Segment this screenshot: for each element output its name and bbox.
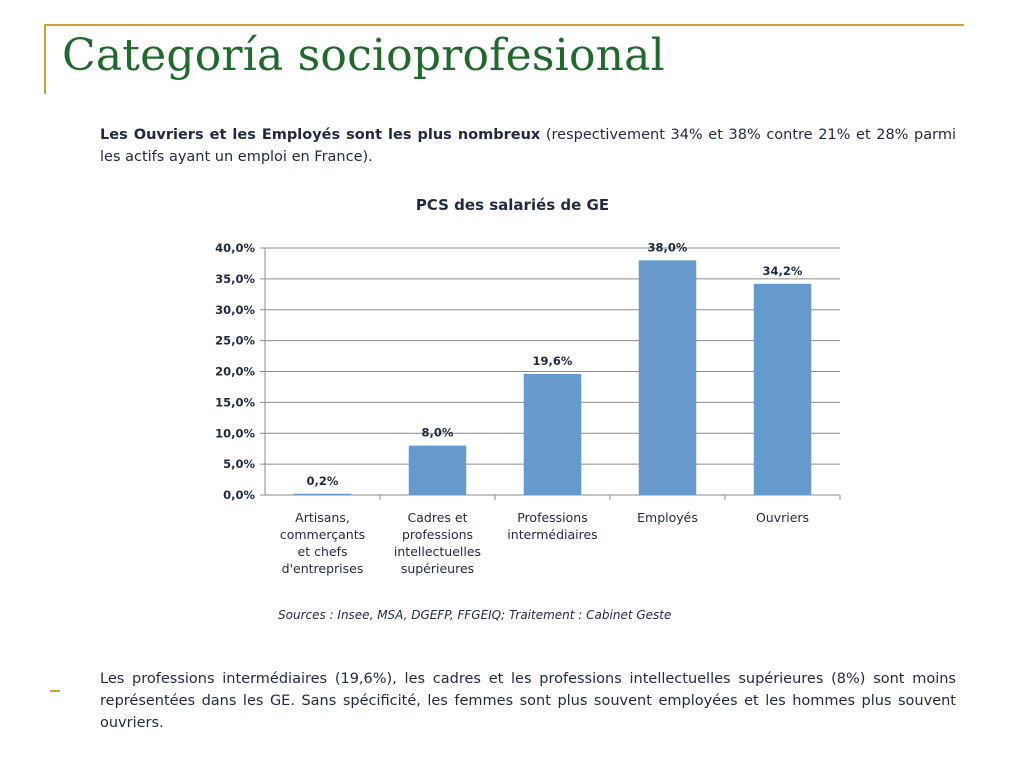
- slide-title: Categoría socioprofesional: [62, 30, 665, 81]
- intro-rest-text: (respectivement 34% et 38% contre 21% et 28% parmi les actifs ayant un emploi en France).: [100, 127, 956, 165]
- y-tick-label: 25,0%: [215, 333, 255, 348]
- bar: [409, 446, 467, 495]
- y-tick-label: 35,0%: [215, 271, 255, 286]
- x-category-label: intellectuelles: [393, 544, 482, 559]
- x-category-label: professions: [401, 527, 474, 542]
- bar: [294, 494, 352, 495]
- y-tick-label: 10,0%: [215, 426, 255, 441]
- chart-title: PCS des salariés de GE: [415, 196, 610, 214]
- bar-value-label: 19,6%: [532, 353, 573, 368]
- y-tick-label: 40,0%: [215, 241, 255, 255]
- conclusion-paragraph: Les professions intermédiaires (19,6%), les cadres et les professions intellectuelles supérieures (8%) sont moins représentées dans les GE. Sans spécificité, les femmes sont plus souvent employées et les hommes plus souvent ouvriers.: [100, 671, 956, 731]
- chart-source: Sources : Insee, MSA, DGEFP, FFGEIQ; Traitement : Cabinet Geste: [278, 608, 672, 622]
- y-tick-label: 20,0%: [215, 364, 255, 379]
- x-category-label: Employés: [637, 510, 698, 525]
- intro-bold-text: Les Ouvriers et les Employés sont les plus nombreux: [100, 127, 541, 143]
- bar: [524, 374, 582, 495]
- x-category-label: commerçants: [279, 527, 366, 542]
- bar-value-label: 8,0%: [421, 425, 454, 440]
- bar-value-label: 34,2%: [762, 263, 803, 278]
- y-tick-label: 30,0%: [215, 302, 255, 317]
- x-category-label: et chefs: [297, 544, 348, 559]
- bar-value-label: 0,2%: [306, 473, 339, 488]
- frame-top-line: [44, 24, 964, 26]
- frame-left-line: [44, 24, 46, 94]
- bar-chart: [180, 188, 860, 588]
- bar-value-label: 38,0%: [647, 240, 688, 255]
- intro-paragraph: [100, 124, 956, 168]
- bullet-marker: [50, 690, 60, 692]
- bar: [754, 284, 812, 495]
- bar: [639, 260, 697, 495]
- x-category-label: d'entreprises: [281, 561, 364, 576]
- y-tick-label: 15,0%: [215, 395, 255, 410]
- x-category-label: Cadres et: [407, 510, 468, 525]
- x-category-label: Professions: [517, 510, 588, 525]
- x-category-label: Ouvriers: [755, 510, 810, 525]
- y-tick-label: 0,0%: [223, 488, 255, 502]
- x-category-label: supérieures: [400, 561, 475, 576]
- y-tick-label: 5,0%: [223, 457, 255, 472]
- x-category-label: intermédiaires: [507, 527, 598, 542]
- x-category-label: Artisans,: [295, 510, 350, 525]
